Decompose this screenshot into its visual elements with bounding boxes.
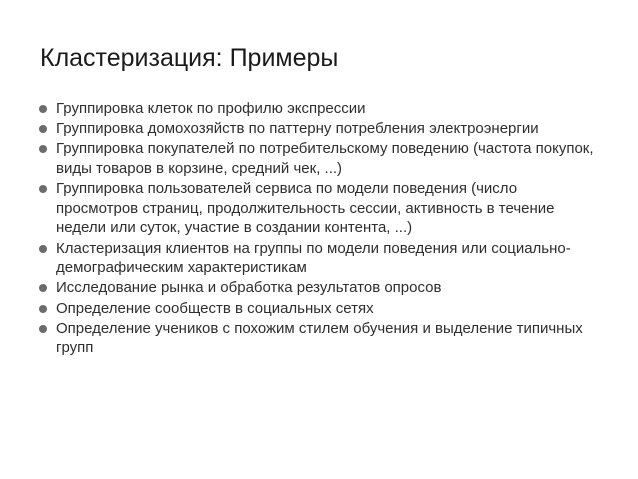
bullet-dot-icon [39, 284, 47, 292]
bullet-item [38, 179, 598, 238]
bullet-text: Группировка пользователей сервиса по модели поведения (число просмотров страниц, продолжительность сессии, активность в течение недели или суток, участие в создании контента, ...) [56, 180, 555, 237]
bullet-item [38, 278, 598, 298]
bullet-item [38, 319, 598, 358]
bullet-text: Исследование рынка и обработка результатов опросов [56, 279, 442, 297]
bullet-text: Группировка покупателей по потребительскому поведению (частота покупок, виды товаров в корзине, средний чек, ...) [56, 140, 594, 177]
bullet-item [38, 139, 598, 178]
bullet-text: Группировка клеток по профилю экспрессии [56, 100, 366, 117]
bullet-text: Определение сообществ в социальных сетях [56, 299, 374, 317]
bullet-dot-icon [39, 245, 47, 253]
bullet-item [38, 119, 598, 139]
bullet-text: Определение учеников с похожим стилем обучения и выделение типичных групп [56, 319, 583, 357]
bullet-item [38, 99, 598, 119]
bullet-text: Кластеризация клиентов на группы по модели поведения или социально-демографическим характеристикам [56, 239, 571, 277]
bullet-dot-icon [39, 305, 47, 313]
slide-title: Кластеризация: Примеры [40, 44, 339, 72]
bullet-item [38, 239, 598, 278]
bullet-item [38, 299, 598, 319]
bullet-dot-icon [39, 105, 47, 113]
bullet-text: Группировка домохозяйств по паттерну потребления электроэнергии [56, 120, 539, 138]
bullet-dot-icon [39, 125, 47, 133]
bullet-list [38, 99, 598, 358]
bullet-dot-icon [39, 325, 47, 333]
bullet-dot-icon [39, 185, 47, 193]
bullet-dot-icon [39, 145, 47, 153]
